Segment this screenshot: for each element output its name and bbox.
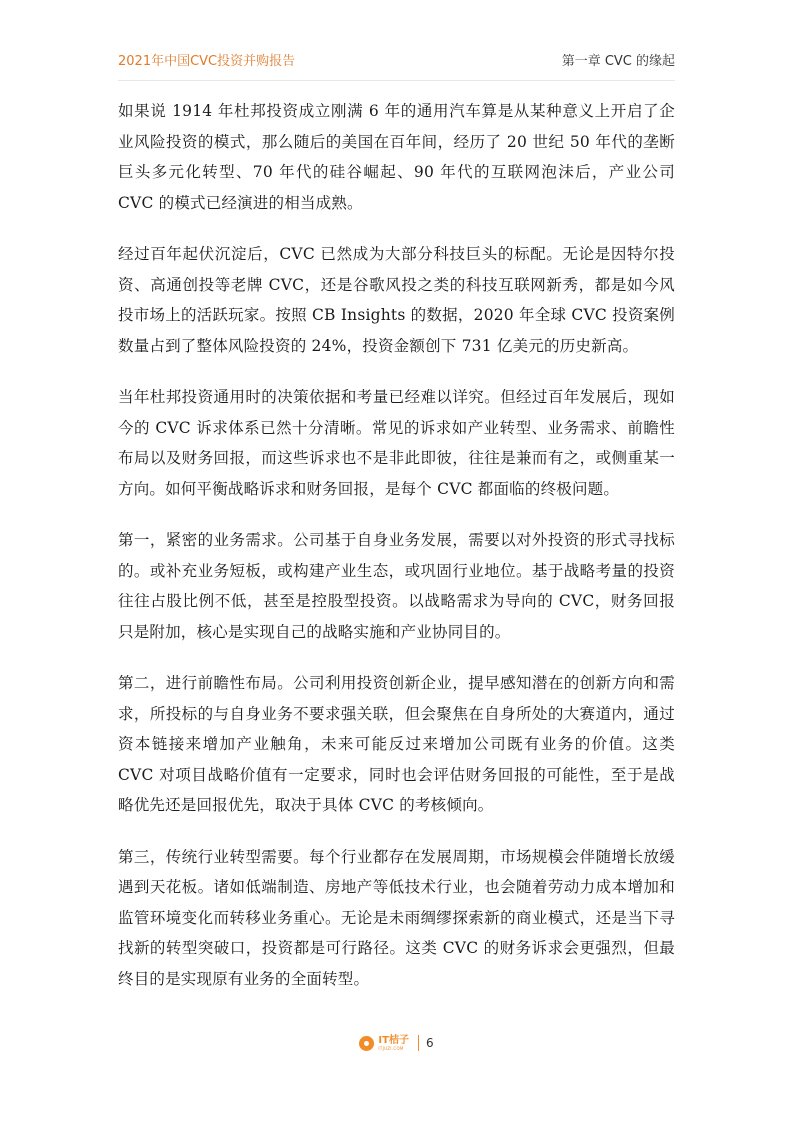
itjuzi-logo [359,1036,409,1051]
logo-subtext: ITJUZI.COM [378,1045,404,1051]
report-title: 2021年中国CVC投资并购报告 [118,54,296,69]
orange-logo-icon [359,1036,374,1051]
footer-divider [418,1035,419,1051]
paragraph: 如果说 1914 年杜邦投资成立刚满 6 年的通用汽车算是从某种意义上开启了企业风险投资的模式，那么随后的美国在百年间，经历了 20 世纪 50 年代的垄断巨头多元化转型、70 年代的硅谷崛起、90 年代的互联网泡沫后，产业公司 CVC 的模式已经演进的相当成熟。 [118,102,675,212]
paragraph: 当年杜邦投资通用时的决策依据和考量已经难以详究。但经过百年发展后，现如今的 CVC 诉求体系已然十分清晰。常见的诉求如产业转型、业务需求、前瞻性布局以及财务回报，而这些诉求也不是非此即彼，往往是兼而有之，或侧重某一方向。如何平衡战略诉求和财务回报，是每个 CVC 都面临的终极问题。 [118,388,675,498]
page-number: 6 [425,1036,434,1050]
body-text [118,96,675,1015]
header-divider [118,80,675,81]
chapter-title: 第一章 CVC 的缘起 [561,54,675,69]
paragraph: 第二，进行前瞻性布局。公司利用投资创新企业，提早感知潜在的创新方向和需求，所投标的与自身业务不要求强关联，但会聚焦在自身所处的大赛道内，通过资本链接来增加产业触角，未来可能反过来增加公司既有业务的价值。这类 CVC 对项目战略价值有一定要求，同时也会评估财务回报的可能性，至于是战略优先还是回报优先，取决于具体 CVC 的考核倾向。 [118,674,675,814]
page-footer [0,1035,793,1051]
paragraph: 经过百年起伏沉淀后，CVC 已然成为大部分科技巨头的标配。无论是因特尔投资、高通创投等老牌 CVC，还是谷歌风投之类的科技互联网新秀，都是如今风投市场上的活跃玩家。按照 CB Insights 的数据，2020 年全球 CVC 投资案例数量占到了整体风险投资的 24%，投资金额创下 731 亿美元的历史新高。 [118,245,675,355]
paragraph: 第三，传统行业转型需要。每个行业都存在发展周期，市场规模会伴随增长放缓遇到天花板。诸如低端制造、房地产等低技术行业，也会随着劳动力成本增加和监管环境变化而转移业务重心。无论是未雨绸缪探索新的商业模式，还是当下寻找新的转型突破口，投资都是可行路径。这类 CVC 的财务诉求会更强烈，但最终目的是实现原有业务的全面转型。 [118,847,675,988]
page-header [118,50,675,80]
logo-text: IT桔子 [378,1034,409,1046]
paragraph: 第一，紧密的业务需求。公司基于自身业务发展，需要以对外投资的形式寻找标的。或补充业务短板，或构建产业生态，或巩固行业地位。基于战略考量的投资往往占股比例不低，甚至是控股型投资。以战略需求为导向的 CVC，财务回报只是附加，核心是实现自己的战略实施和产业协同目的。 [118,531,675,641]
